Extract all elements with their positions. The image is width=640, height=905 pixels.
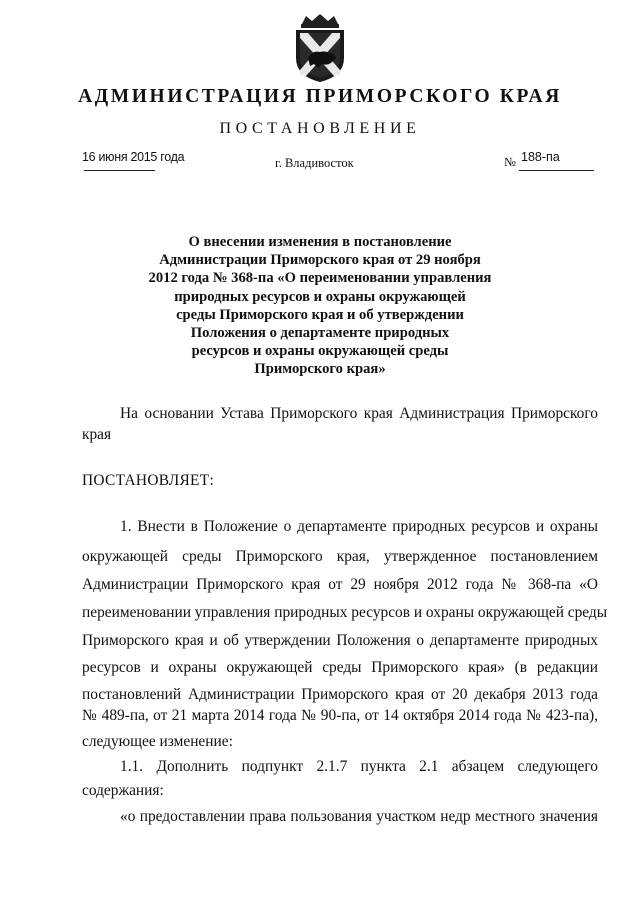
document-date: 16 июня 2015 года bbox=[82, 150, 185, 164]
body-line: следующее изменение: bbox=[82, 733, 233, 750]
agency-name: АДМИНИСТРАЦИЯ ПРИМОРСКОГО КРАЯ bbox=[78, 86, 562, 107]
title-line: Приморского края» bbox=[254, 361, 386, 378]
document-title bbox=[120, 233, 520, 379]
title-line: О внесении изменения в постановление bbox=[188, 234, 452, 250]
date-underline bbox=[84, 170, 155, 171]
body-line: 1.1. Дополнить подпункт 2.1.7 пункта 2.1 абзацем следующего bbox=[120, 758, 598, 775]
body-line: Приморского края и об утверждении Положения о департаменте природных bbox=[82, 632, 598, 649]
body-line: «о предоставлении права пользования участком недр местного значения bbox=[120, 808, 598, 825]
body-line: Администрации Приморского края от 29 ноября 2012 года № 368-па «О bbox=[82, 576, 598, 593]
title-line: среды Приморского края и об утверждении bbox=[176, 306, 464, 323]
decree-heading: ПОСТАНОВЛЯЕТ: bbox=[82, 472, 215, 489]
body-line: постановлений Администрации Приморского края от 20 декабря 2013 года bbox=[82, 686, 598, 703]
body-line: ресурсов и охраны окружающей среды Приморского края» (в редакции bbox=[82, 659, 598, 676]
body-line: окружающей среды Приморского края, утвержденное постановлением bbox=[82, 548, 598, 565]
title-line: ресурсов и охраны окружающей среды bbox=[191, 343, 449, 360]
coat-of-arms-icon bbox=[288, 14, 352, 84]
city: г. Владивосток bbox=[275, 156, 354, 170]
body-line: переименовании управления природных ресурсов и охраны окружающей среды bbox=[82, 604, 608, 621]
document-type: ПОСТАНОВЛЕНИЕ bbox=[219, 120, 421, 137]
body-line: № 489-па, от 21 марта 2014 года № 90-па, от 14 октября 2014 года № 423-па), bbox=[82, 707, 598, 724]
number-sign: № bbox=[504, 155, 516, 169]
number-underline bbox=[519, 170, 594, 171]
basis-line: края bbox=[82, 426, 112, 443]
title-line: Положения о департаменте природных bbox=[190, 325, 450, 342]
basis-line: На основании Устава Приморского края Администрация Приморского bbox=[120, 405, 598, 422]
title-line: 2012 года № 368-па «О переименовании управления bbox=[148, 270, 492, 287]
body-line: содержания: bbox=[82, 782, 164, 799]
document-number: 188-па bbox=[521, 150, 560, 164]
legal-basis-paragraph bbox=[82, 403, 598, 445]
title-line: природных ресурсов и охраны окружающей bbox=[174, 288, 466, 305]
title-line: Администрации Приморского края от 29 ноября bbox=[159, 252, 481, 269]
body-line: 1. Внести в Положение о департаменте природных ресурсов и охраны bbox=[120, 518, 598, 535]
